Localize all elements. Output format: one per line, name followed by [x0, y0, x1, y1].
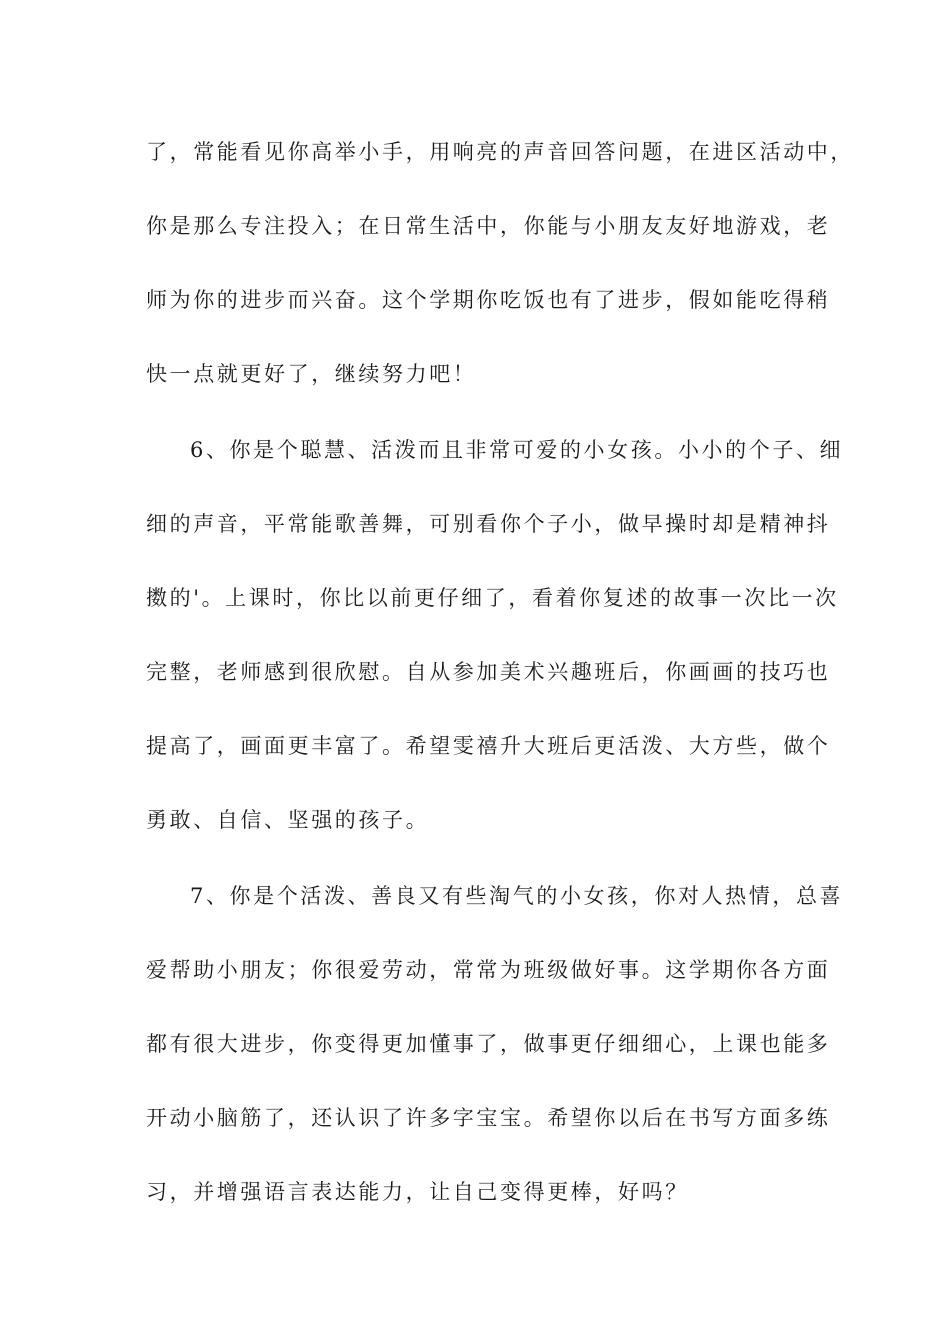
text-line: 提高了，画面更丰富了。希望雯禧升大班后更活泼、大方些，做个 — [146, 734, 831, 758]
text-line: 习，并增强语言表达能力，让自己变得更棒，好吗？ — [146, 1180, 689, 1204]
text-line: 师为你的进步而兴奋。这个学期你吃饭也有了进步，假如能吃得稍 — [146, 288, 831, 312]
paragraph-6-first-line: 6、你是个聪慧、活泼而且非常可爱的小女孩。小小的个子、细 — [190, 438, 844, 462]
text-line: 勇敢、自信、坚强的孩子。 — [146, 808, 430, 832]
text-line: 开动小脑筋了，还认识了许多字宝宝。希望你以后在书写方面多练 — [146, 1106, 831, 1130]
text-line: 细的声音，平常能歌善舞，可别看你个子小，做早操时却是精神抖 — [146, 512, 831, 536]
paragraph-7-first-line: 7、你是个活泼、善良又有些淘气的小女孩，你对人热情，总喜 — [190, 884, 844, 908]
text-line: 了，常能看见你高举小手，用响亮的声音回答问题，在进区活动中， — [146, 140, 854, 164]
text-line: 擞的'。上课时，你比以前更仔细了，看着你复述的故事一次比一次 — [146, 586, 839, 610]
text-line: 完整，老师感到很欣慰。自从参加美术兴趣班后，你画画的技巧也 — [146, 660, 831, 684]
text-line: 都有很大进步，你变得更加懂事了，做事更仔细细心，上课也能多 — [146, 1032, 831, 1056]
text-line: 你是那么专注投入；在日常生活中，你能与小朋友友好地游戏，老 — [146, 214, 831, 238]
text-line: 爱帮助小朋友；你很爱劳动，常常为班级做好事。这学期你各方面 — [146, 958, 831, 982]
text-line: 快一点就更好了，继续努力吧！ — [146, 362, 477, 386]
